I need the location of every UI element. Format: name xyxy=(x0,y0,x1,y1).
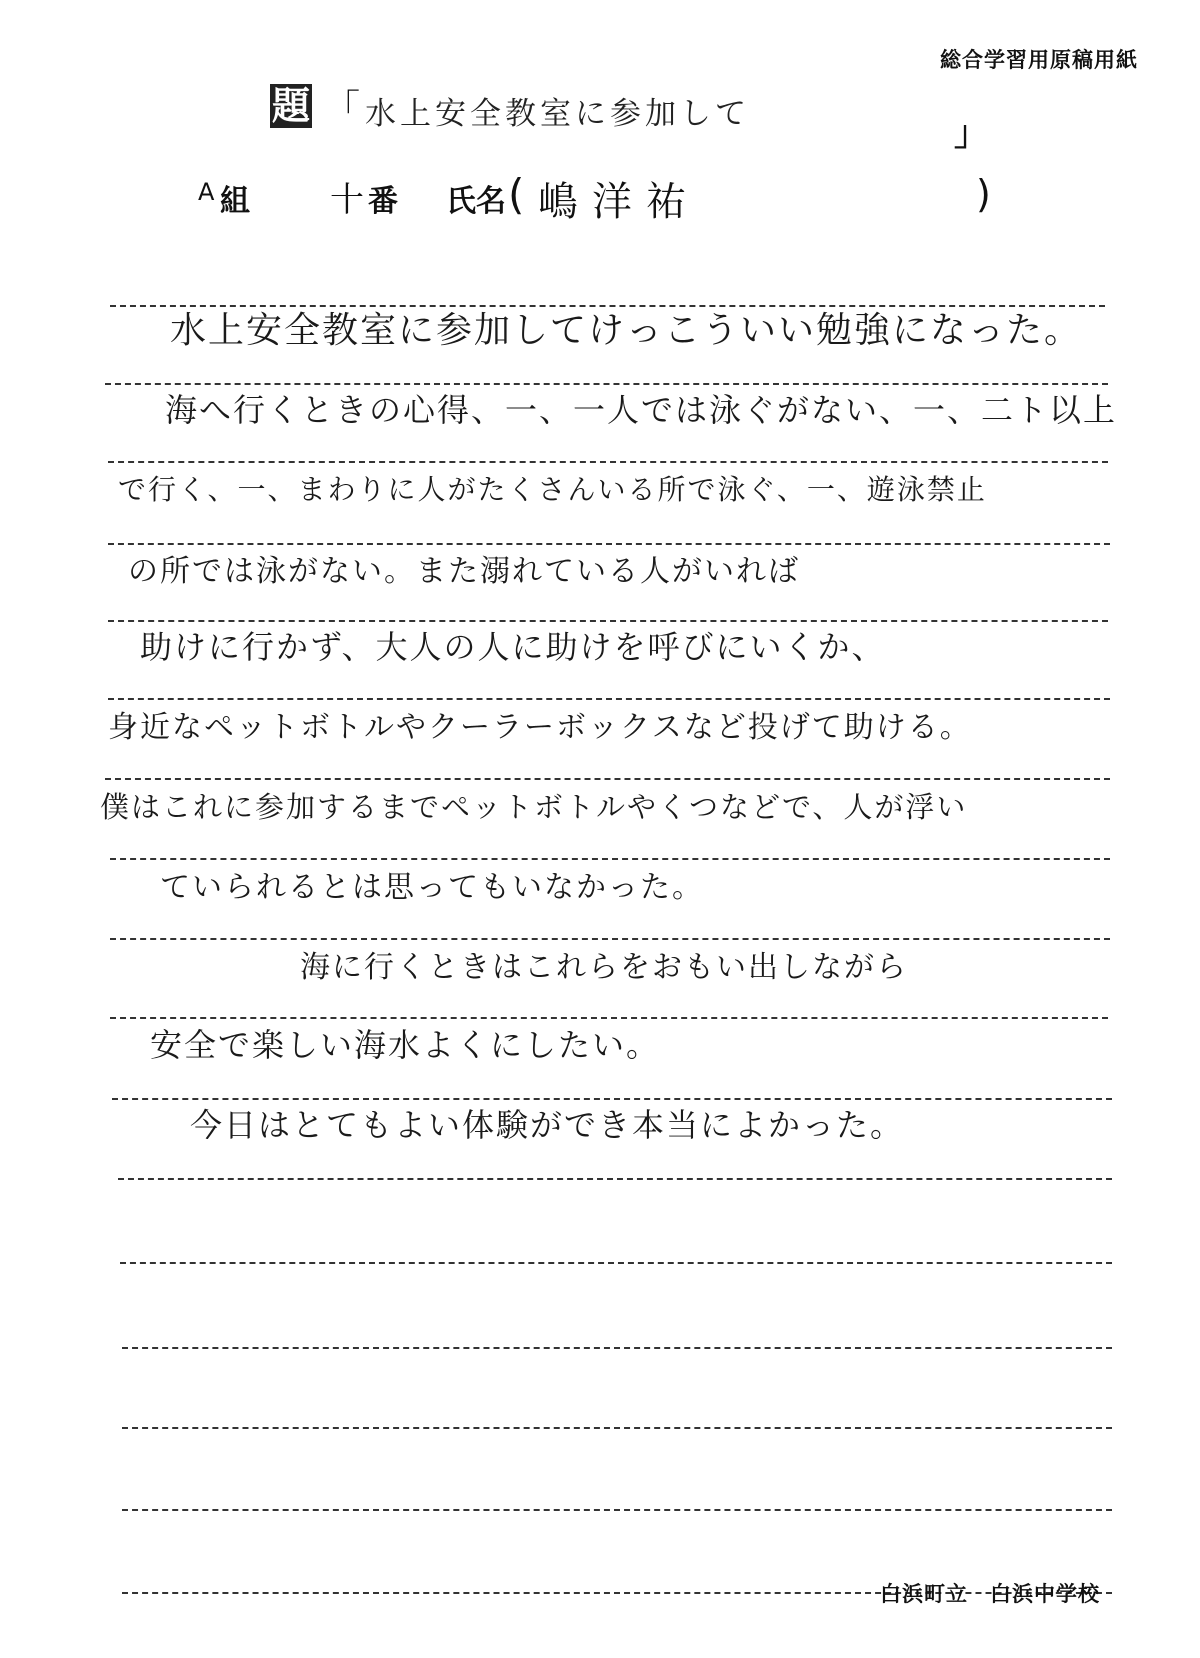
essay-line: で行く、一、まわりに人がたくさんいる所で泳ぐ、一、遊泳禁止 xyxy=(118,473,987,506)
essay-line: 僕はこれに参加するまでペットボトルやくつなどで、人が浮い xyxy=(100,790,968,824)
essay-line: 海に行くときはこれらをおもい出しながら xyxy=(300,950,908,985)
name-label: 氏名 xyxy=(446,184,506,219)
name-paren-open: ( xyxy=(508,170,525,219)
essay-line: 今日はとてもよい体験ができ本当によかった。 xyxy=(190,1106,905,1144)
number-value: 十 xyxy=(330,180,364,220)
class-value: A xyxy=(198,178,215,206)
ruled-line xyxy=(108,461,1108,463)
title-bracket-open: 「 xyxy=(324,88,361,129)
ruled-line xyxy=(110,1017,1108,1019)
essay-line: 身近なペットボトルやクーラーボックスなど投げて助ける。 xyxy=(108,710,972,745)
title-label: 題 xyxy=(272,84,311,128)
title-bracket-close: 」 xyxy=(954,114,988,154)
essay-line: 助けに行かず、大人の人に助けを呼びにいくか、 xyxy=(140,628,886,666)
essay-line: ていられるとは思ってもいなかった。 xyxy=(160,870,704,905)
ruled-line xyxy=(110,858,1110,860)
essay-line: 水上安全教室に参加してけっこういい勉強になった。 xyxy=(170,310,1083,351)
ruled-line xyxy=(122,1347,1112,1349)
essay-line: の所では泳がない。また溺れている人がいれば xyxy=(128,554,800,589)
class-label: 組 xyxy=(220,184,250,219)
student-name: 嶋洋祐 xyxy=(538,179,700,225)
ruled-line xyxy=(122,1427,1112,1429)
school-name: 白浜町立 白浜中学校 xyxy=(880,1582,1100,1606)
essay-line: 安全で楽しい海水よくにしたい。 xyxy=(150,1026,661,1064)
ruled-line xyxy=(105,778,1110,780)
ruled-line xyxy=(108,543,1110,545)
ruled-line xyxy=(122,1509,1112,1511)
ruled-line xyxy=(110,938,1110,940)
ruled-line xyxy=(118,1178,1112,1180)
number-label: 番 xyxy=(368,184,398,219)
ruled-line xyxy=(108,698,1110,700)
essay-title: 水上安全教室に参加して xyxy=(365,96,750,132)
form-title: 総合学習用原稿用紙 xyxy=(940,48,1138,72)
name-paren-close: ) xyxy=(976,172,991,216)
ruled-line xyxy=(120,1262,1112,1264)
essay-line: 海へ行くときの心得、一、一人では泳ぐがない、一、二ト以上 xyxy=(165,391,1118,429)
